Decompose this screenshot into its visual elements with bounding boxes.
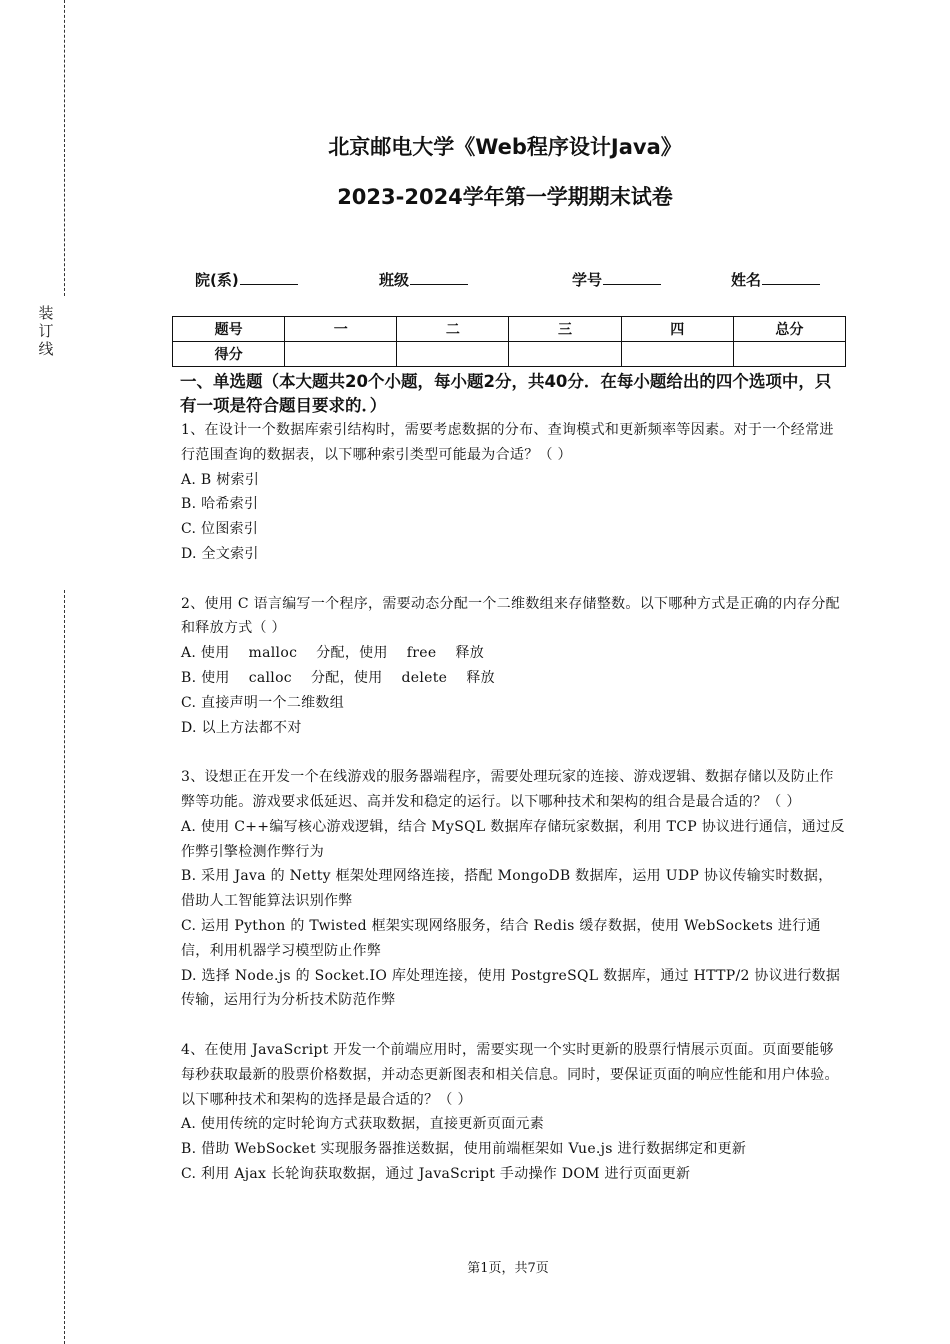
question-1	[181, 418, 846, 567]
option-c[interactable]: C. 直接声明一个二维数组	[181, 694, 345, 711]
option-d[interactable]: D. 全文索引	[181, 545, 259, 562]
college-label: 院(系)	[195, 271, 239, 289]
option-a[interactable]: A. 使用 C++编写核心游戏逻辑，结合 MySQL 数据库存储玩家数据，利用 TCP 协议进行通信，通过反作弊引擎检测作弊行为	[181, 818, 845, 860]
option-b[interactable]: B. 使用 calloc 分配，使用 delete 释放	[181, 669, 495, 686]
question-stem: 4、在使用 JavaScript 开发一个前端应用时，需要实现一个实时更新的股票行情展示页面。页面要能够每秒获取最新的股票价格数据，并动态更新图表和相关信息。同时，要保证页面的响应性能和用户体验。以下哪种技术和架构的选择是最合适的？（ ）	[181, 1041, 839, 1108]
name-label: 姓名	[731, 271, 762, 289]
question-stem: 2、使用 C 语言编写一个程序，需要动态分配一个二维数组来存储整数。以下哪种方式是正确的内存分配和释放方式（ ）	[181, 595, 840, 637]
question-stem: 3、设想正在开发一个在线游戏的服务器端程序，需要处理玩家的连接、游戏逻辑、数据存储以及防止作弊等功能。游戏要求低延迟、高并发和稳定的运行。以下哪种技术和架构的组合是最合适的？（ ）	[181, 769, 834, 810]
score-header-cell: 一	[285, 317, 397, 342]
score-cell[interactable]	[509, 342, 621, 367]
score-table-header-row	[173, 317, 846, 342]
binding-label	[38, 304, 54, 358]
score-table	[172, 316, 846, 367]
name-field	[731, 268, 820, 290]
option-b[interactable]: B. 哈希索引	[181, 496, 259, 513]
exam-subtitle: 2023-2024学年第一学期期末试卷	[337, 185, 673, 209]
score-table-score-row	[173, 342, 846, 367]
binding-char: 装	[38, 304, 54, 322]
score-cell[interactable]	[621, 342, 733, 367]
score-cell[interactable]	[397, 342, 509, 367]
question-stem: 1、在设计一个数据库索引结构时，需要考虑数据的分布、查询模式和更新频率等因素。对于一个经常进行范围查询的数据表，以下哪种索引类型可能最为合适？（ ）	[181, 422, 834, 463]
class-blank[interactable]	[410, 268, 468, 285]
option-b[interactable]: B. 借助 WebSocket 实现服务器推送数据，使用前端框架如 Vue.js 进行数据绑定和更新	[181, 1141, 747, 1158]
binding-char: 线	[38, 340, 54, 358]
option-c[interactable]: C. 运用 Python 的 Twisted 框架实现网络服务，结合 Redis 缓存数据，使用 WebSockets 进行通信，利用机器学习模型防止作弊	[181, 917, 821, 959]
score-header-cell: 总分	[733, 317, 845, 342]
score-header-cell: 二	[397, 317, 509, 342]
student-id-label: 学号	[572, 271, 603, 289]
page-footer: 第1页，共7页	[467, 1261, 549, 1276]
binding-line-bottom	[64, 590, 65, 1344]
score-cell[interactable]	[733, 342, 845, 367]
option-a[interactable]: A. B 树索引	[181, 471, 260, 488]
option-a[interactable]: A. 使用 malloc 分配，使用 free 释放	[181, 645, 485, 662]
questions-list	[181, 418, 846, 1212]
student-id-field	[572, 268, 661, 290]
score-cell[interactable]	[285, 342, 397, 367]
binding-char: 订	[38, 322, 54, 340]
student-info-row	[0, 268, 950, 292]
class-field	[379, 268, 468, 290]
option-a[interactable]: A. 使用传统的定时轮询方式获取数据，直接更新页面元素	[181, 1116, 545, 1133]
college-field	[195, 268, 298, 290]
option-c[interactable]: C. 利用 Ajax 长轮询获取数据，通过 JavaScript 手动操作 DOM 进行页面更新	[181, 1165, 691, 1182]
option-d[interactable]: D. 选择 Node.js 的 Socket.IO 库处理连接，使用 PostgreSQL 数据库，通过 HTTP/2 协议进行数据传输，运用行为分析技术防范作弊	[181, 967, 841, 1009]
student-id-blank[interactable]	[603, 268, 661, 285]
score-header-cell: 三	[509, 317, 621, 342]
class-label: 班级	[379, 271, 410, 289]
question-2	[181, 592, 846, 741]
exam-title: 北京邮电大学《Web程序设计Java》	[328, 135, 682, 159]
option-d[interactable]: D. 以上方法都不对	[181, 719, 302, 736]
name-blank[interactable]	[762, 268, 820, 285]
section-heading: 一、单选题（本大题共20个小题，每小题2分，共40分．在每小题给出的四个选项中，只有一项是符合题目要求的．）	[180, 372, 832, 415]
question-4	[181, 1038, 846, 1187]
option-c[interactable]: C. 位图索引	[181, 521, 259, 538]
score-header-cell: 题号	[173, 317, 285, 342]
college-blank[interactable]	[240, 268, 298, 285]
score-header-cell: 四	[621, 317, 733, 342]
question-3	[181, 765, 846, 1013]
score-row-label: 得分	[173, 342, 285, 367]
option-b[interactable]: B. 采用 Java 的 Netty 框架处理网络连接，搭配 MongoDB 数据库，运用 UDP 协议传输实时数据，借助人工智能算法识别作弊	[181, 868, 833, 910]
